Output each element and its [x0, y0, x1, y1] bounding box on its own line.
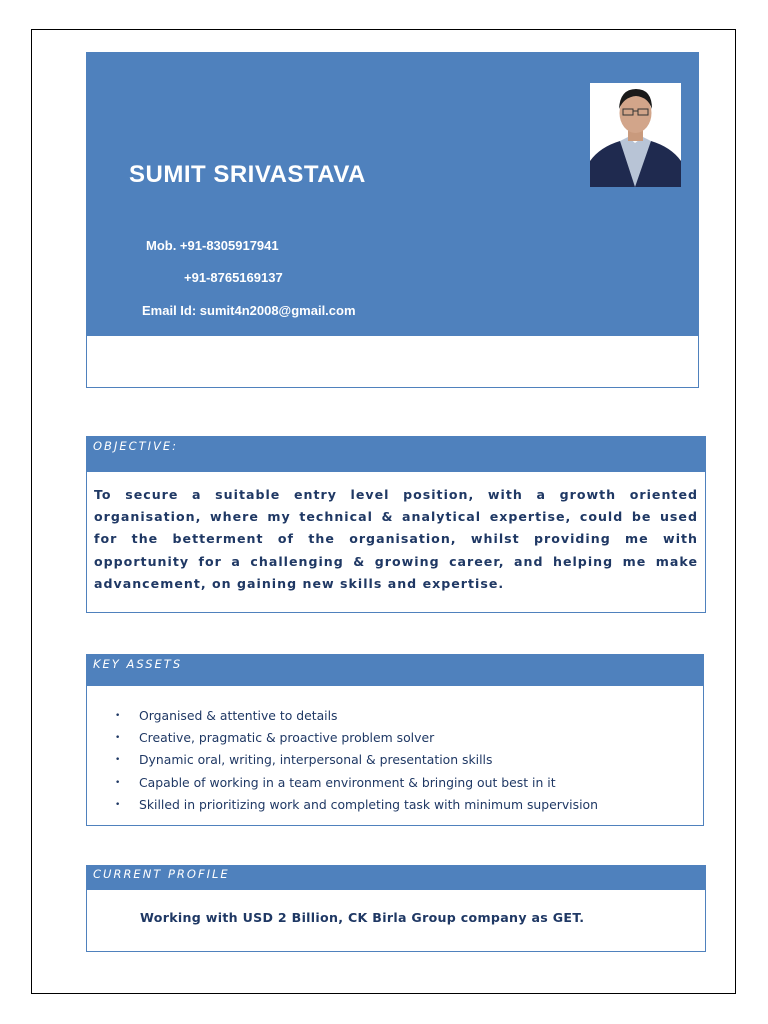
- list-item: [115, 705, 598, 727]
- list-item: [115, 794, 598, 816]
- profile-photo: [590, 83, 681, 187]
- bullet-icon: •: [115, 777, 121, 788]
- bullet-icon: •: [115, 755, 121, 766]
- current-profile-section: [86, 865, 706, 952]
- mobile-number-secondary: +91-8765169137: [184, 270, 283, 285]
- current-profile-heading: CURRENT PROFILE: [87, 866, 705, 890]
- list-item-text: Creative, pragmatic & proactive problem solver: [139, 730, 435, 746]
- mobile-number-primary: Mob. +91-8305917941: [146, 238, 279, 253]
- list-item-text: Skilled in prioritizing work and completing task with minimum supervision: [139, 796, 598, 812]
- list-item: [115, 727, 598, 749]
- key-assets-section: [86, 654, 704, 826]
- key-assets-list: [115, 705, 598, 816]
- list-item: [115, 749, 598, 771]
- list-item-text: Organised & attentive to details: [139, 708, 338, 723]
- bullet-icon: •: [115, 733, 121, 744]
- current-profile-text: Working with USD 2 Billion, CK Birla Group company as GET.: [140, 910, 585, 925]
- candidate-name: SUMIT SRIVASTAVA: [129, 161, 366, 188]
- resume-header: [86, 52, 699, 388]
- list-item-text: Capable of working in a team environment & bringing out best in it: [139, 774, 556, 790]
- key-assets-heading: KEY ASSETS: [87, 655, 703, 686]
- email-address: Email Id: sumit4n2008@gmail.com: [142, 303, 356, 318]
- objective-text: To secure a suitable entry level position, with a growth oriented organisation, where my technical & analytical expertise, could be used for the betterment of the organisation, whilst providing me with opportunity for a challenging & growing career, and helping me make advancement, on gaining new skills and expertise.: [94, 487, 698, 591]
- bullet-icon: •: [115, 711, 121, 721]
- list-item-text: Dynamic oral, writing, interpersonal & presentation skills: [139, 752, 493, 768]
- objective-section: [86, 436, 706, 613]
- list-item: [115, 772, 598, 794]
- bullet-icon: •: [115, 799, 121, 810]
- objective-heading: OBJECTIVE:: [87, 437, 705, 472]
